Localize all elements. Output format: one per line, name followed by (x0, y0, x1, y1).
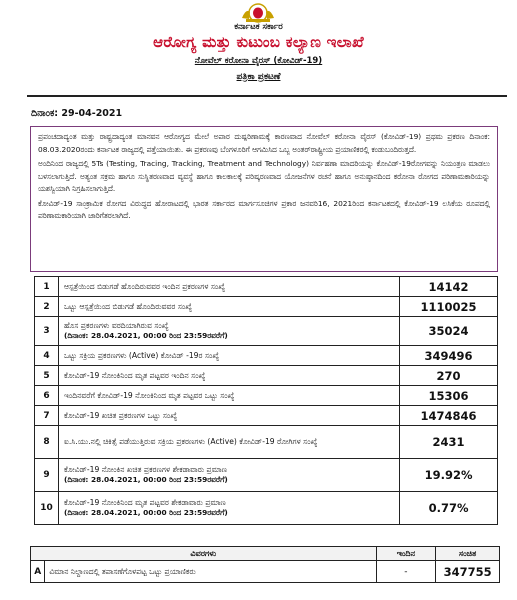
header (0, 0, 517, 100)
intro-paragraph: ಅಂದಿನಿಂದ ರಾಜ್ಯದಲ್ಲಿ 5Ts (Testing, Tracing, Tracking, Treatment and Technology) ನಿರ್ವಹಣಾ ಮಾದರಿಯನ್ನು ಕೋವಿಡ್-19ರೋಗವನ್ನು ನಿಯಂತ್ರಣ ಮಾಡಲು ಬಳಸಲಾಗುತ್ತಿದೆ. ಅತ್ಯಂತ ಸಕ್ರಮ ಹಾಗೂ ಸುಸ್ಥಿತರಣವಾದ ವ್ಯವಸ್ಥೆ ಹಾಗೂ ಕಾಲಕಾಲಕ್ಕೆ ಪರಿಷ್ಕರಣವಾದ ಯೋಜನೆಗಳ ರಚನೆ ಹಾಗೂ ಅನುಷ್ಠಾನದಿಂದ ಕರೋನಾ ರೋಗದ ಪರಿಣಾಮಕಾರಿಯನ್ನು ಯಶಸ್ವಿಯಾಗಿ ನಿಗ್ರಹಿಸಲಾಗುತ್ತಿದೆ. (38, 159, 490, 193)
row-label-text: ಒಟ್ಟು ಆಸ್ಪತ್ರೆಯಿಂದ ಬಿಡುಗಡೆ ಹೊಂದಿರುವವರ ಸಂಖ್ಯೆ (63, 301, 193, 311)
divider (27, 95, 507, 97)
header-today: ಇಂದಿನ (376, 547, 436, 561)
row-value: 0.77% (400, 492, 498, 525)
row-label-text: ಇಂದಿನವರೆಗೆ ಕೋವಿಡ್-19 ನೋಂಕಿನಿಂದ ಮೃತ ಪಟ್ಟವರ ಒಟ್ಟು ಸಂಖ್ಯೆ (63, 390, 235, 400)
table-row (35, 317, 498, 346)
row-value: 14142 (400, 277, 498, 297)
stats-table (34, 276, 498, 525)
table-row (35, 277, 498, 297)
department-title: ಆರೋಗ್ಯ ಮತ್ತು ಕುಟುಂಬ ಕಲ್ಯಾಣ ಇಲಾಖೆ (153, 33, 364, 51)
row-label (58, 317, 399, 346)
row-note: (ದಿನಾಂಕ: 28.04.2021, 00:00 ರಿಂದ 23:59ರವರೆಗೆ) (63, 508, 228, 517)
row-value: 15306 (400, 386, 498, 406)
row-number: 5 (35, 366, 59, 386)
header-total: ಸಂಚಿತ (436, 547, 500, 561)
row-number: 2 (35, 297, 59, 317)
row-number: 3 (35, 317, 59, 346)
row-number: 8 (35, 426, 59, 459)
table-row (35, 492, 498, 525)
table-row (31, 561, 500, 583)
table-header-row (31, 547, 500, 561)
travel-table (30, 546, 500, 583)
row-note: (ದಿನಾಂಕ: 28.04.2021, 00:00 ರಿಂದ 23:59ರವರೆಗೆ) (63, 475, 228, 484)
row-note: (ದಿನಾಂಕ: 28.04.2021, 00:00 ರಿಂದ 23:59ರವರೆಗೆ) (63, 331, 228, 340)
table-row (35, 366, 498, 386)
row-label (58, 277, 399, 297)
table-row (35, 459, 498, 492)
row-number: 9 (35, 459, 59, 492)
row-value: 349496 (400, 346, 498, 366)
row-label (58, 426, 399, 459)
row-number: 1 (35, 277, 59, 297)
row-label (58, 297, 399, 317)
subtitle: ನೋವೆಲ್ ಕರೋನಾ ವೈರಸ್ (ಕೋವಿಡ್-19) (194, 56, 323, 66)
header-details: ವಿವರಗಳು (31, 547, 377, 561)
table-row (35, 406, 498, 426)
table-row (35, 297, 498, 317)
row-value: 35024 (400, 317, 498, 346)
table-row (35, 346, 498, 366)
row-today: - (376, 561, 436, 583)
row-label-text: ಒಟ್ಟು ಸಕ್ರಿಯ ಪ್ರಕರಣಗಳು (Active) ಕೋವಿಡ್ -19ರ ಸಂಖ್ಯೆ (63, 350, 220, 360)
row-value: 1110025 (400, 297, 498, 317)
row-label: ವಿಮಾನ ನಿಲ್ದಾಣದಲ್ಲಿ ತಪಾಸಣೆಗೊಳಪಟ್ಟ ಒಟ್ಟು ಪ್ರಯಾಣಿಕರು (45, 561, 376, 583)
row-letter: A (31, 561, 45, 583)
table-row (35, 426, 498, 459)
row-total: 347755 (436, 561, 500, 583)
intro-paragraph: ಪ್ರಪಂಚದಾದ್ಯಂತ ಮತ್ತು ರಾಷ್ಟ್ರದಾದ್ಯಂತ ಮಾನವನ ಆರೋಗ್ಯದ ಮೇಲೆ ಅಪಾರ ದುಷ್ಪರಿಣಾಮಕ್ಕೆ ಕಾರಣವಾದ ನೋವೆಲ್ ಕರೋನಾ ವೈರಸ್ (ಕೋವಿಡ್-19) ಪ್ರಥಮ ಪ್ರಕರಣ ದಿನಾಂಕ: 08.03.2020ರಂದು ಕರ್ನಾಟಕ ರಾಜ್ಯದಲ್ಲಿ ಪತ್ತೆಯಾಯಿತು. ಈ ಪ್ರಕರಣವು ಬೆಂಗಳೂರಿಗೆ ಆಗಮಿಸಿದ ಒಬ್ಬ ಅಂತರ್‌ರಾಷ್ಟ್ರೀಯ ಪ್ರಯಾಣಿಕರಲ್ಲಿ ಕಂಡುಬಂದಿರುತ್ತದೆ. (38, 132, 490, 154)
row-label-text: ಹೊಸ ಪ್ರಕರಣಗಳು ವರದಿಯಾಗಿರುವ ಸಂಖ್ಯೆ (63, 321, 169, 330)
press-release-label: ಪತ್ರಿಕಾ ಪ್ರಕಟಣೆ (236, 72, 281, 82)
row-label (58, 386, 399, 406)
row-value: 270 (400, 366, 498, 386)
row-label-text: ಕೋವಿಡ್-19 ನೋಂಕಿನ ಖಚಿತ ಪ್ರಕರಣಗಳ ಶೇಕಡಾವಾರು ಪ್ರಮಾಣ (63, 465, 228, 474)
row-label (58, 346, 399, 366)
row-label-text: ಆಸ್ಪತ್ರೆಯಿಂದ ಬಿಡುಗಡೆ ಹೊಂದಿರುವವರ ಇಂದಿನ ಪ್ರಕರಣಗಳ ಸಂಖ್ಯೆ (63, 281, 226, 291)
row-number: 10 (35, 492, 59, 525)
row-number: 7 (35, 406, 59, 426)
row-label (58, 406, 399, 426)
row-number: 4 (35, 346, 59, 366)
row-label (58, 459, 399, 492)
row-label-text: ಕೋವಿಡ್-19 ಖಚಿತ ಪ್ರಕರಣಗಳ ಒಟ್ಟು ಸಂಖ್ಯೆ (63, 410, 178, 420)
row-value: 2431 (400, 426, 498, 459)
row-value: 1474846 (400, 406, 498, 426)
row-label (58, 492, 399, 525)
row-label (58, 366, 399, 386)
row-number: 6 (35, 386, 59, 406)
row-label-text: ಕೋವಿಡ್-19 ನೋಂಕಿನಿಂದ ಮೃತ ಪಟ್ಟವರ ಇಂದಿನ ಸಂಖ್ಯೆ (63, 370, 206, 380)
row-label-text: ಐ.ಸಿ.ಯು.ನಲ್ಲಿ ಚಿಕಿತ್ಸೆ ಪಡೆಯುತ್ತಿರುವ ಸಕ್ರಿಯ ಪ್ರಕರಣಗಳು (Active) ಕೋವಿಡ್-19 ರೋಗಿಗಳ ಸಂಖ್ಯೆ (63, 437, 318, 446)
government-name: ಕರ್ನಾಟಕ ಸರ್ಕಾರ (234, 22, 283, 32)
row-value: 19.92% (400, 459, 498, 492)
release-date: ದಿನಾಂಕ: 29-04-2021 (31, 108, 123, 119)
intro-paragraph: ಕೋವಿಡ್-19 ಸಾಂಕ್ರಾಮಿಕ ರೋಗದ ವಿರುದ್ಧದ ಹೋರಾಟದಲ್ಲಿ ಭಾರತ ಸರ್ಕಾರದ ಮಾರ್ಗಸೂಚಿಗಳ ಪ್ರಕಾರ ಜನವರಿ16, 2021ರಿಂದ ಕರ್ನಾಟಕದಲ್ಲಿ ಕೋವಿಡ್-19 ಲಸಿಕೆಯ ರೂಪದಲ್ಲಿ ಪರಿಣಾಮಕಾರಿಯಾಗಿ ಜಾರಿಗೆತರಲಾಗಿದೆ. (38, 198, 490, 220)
table-row (35, 386, 498, 406)
state-emblem-icon (236, 2, 280, 24)
row-label-text: ಕೋವಿಡ್-19 ನೋಂಕಿನಿಂದ ಮೃತ ಪಟ್ಟವರ ಶೇಕಡಾವಾರು ಪ್ರಮಾಣ (63, 498, 226, 507)
intro-box (30, 126, 498, 272)
